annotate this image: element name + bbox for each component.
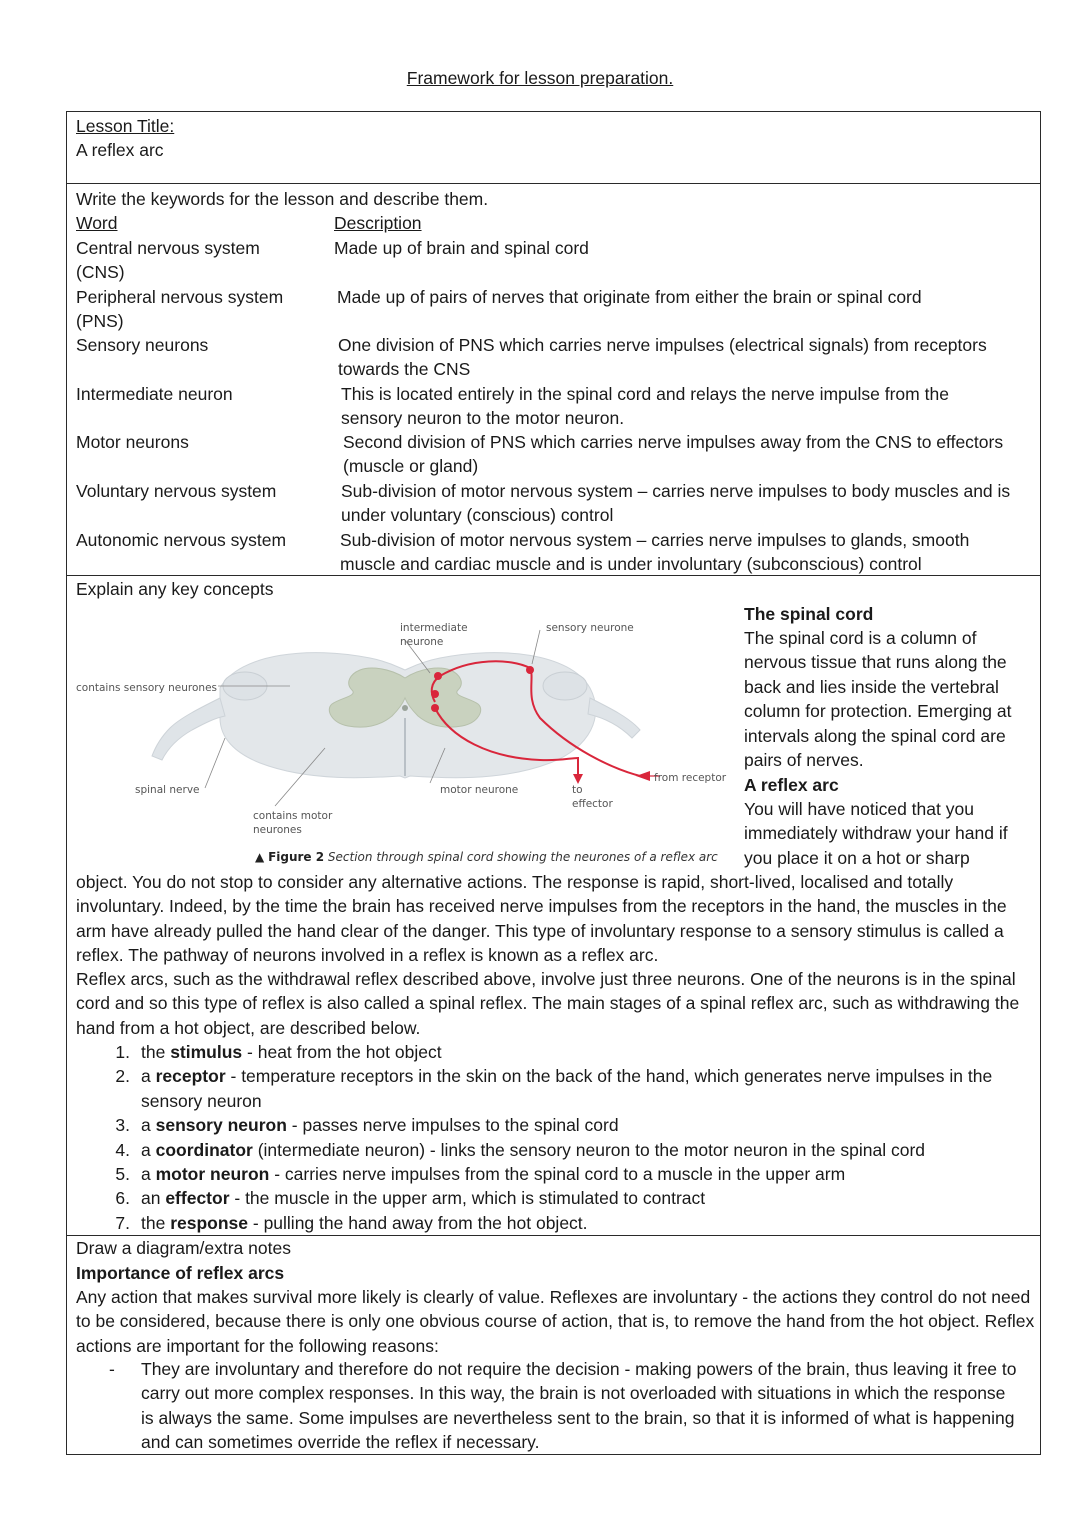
extra-notes-heading: Draw a diagram/extra notes — [76, 1238, 291, 1258]
figure-caption-text: Section through spinal cord showing the neurones of a reflex arc — [327, 850, 718, 864]
label-to-effector: to effector — [572, 784, 613, 810]
list-item: 1. the stimulus - heat from the hot object — [115, 1042, 442, 1062]
reflex-arc-side-text: You will have noticed that you immediately withdraw your hand if you place it on a hot or sharp — [744, 799, 1008, 868]
keyword-description: Made up of brain and spinal cord — [334, 238, 589, 258]
list-item: 5. a motor neuron - carries nerve impulses from the spinal cord to a muscle in the upper arm — [115, 1164, 846, 1185]
reflex-stages-list — [76, 1040, 1036, 1235]
sensory-cell-body — [526, 666, 534, 674]
label-contains-sensory-neurones: contains sensory neurones — [76, 682, 217, 694]
intermediate-synapse — [431, 690, 439, 698]
keyword-word: Motor neurons — [76, 432, 189, 452]
label-sensory-neurone: sensory neurone — [546, 622, 634, 634]
keyword-word: Peripheral nervous system (PNS) — [76, 287, 284, 332]
reflex-paragraph: object. You do not stop to consider any alternative actions. The response is rapid, short-lived, localised and totally involuntary. Indeed, by the time the brain has received nerve impulses from the receptors in the hand, the muscles in the arm have already pulled the hand clear of the danger. This type of involuntary response to a sensory stimulus is called a reflex. The pathway of neurons involved in a reflex is known as a reflex arc. — [76, 872, 1007, 966]
keyword-description: Sub-division of motor nervous system – carries nerve impulses to glands, smooth muscle and cardiac muscle and is under involuntary (subconscious) control — [340, 530, 970, 575]
from-receptor-arrow — [636, 771, 650, 781]
list-item: 7. the response - pulling the hand away from the hot object. — [115, 1212, 588, 1233]
intermediate-cell-body — [434, 672, 442, 680]
importance-text: Any action that makes survival more likely is clearly of value. Reflexes are involuntary - the actions they control do not need to be considered, because there is only one obvious course of action, that is, to remove the hand from the hot object. Reflex actions are important for the following reasons: — [76, 1287, 1035, 1356]
keyword-description: One division of PNS which carries nerve impulses (electrical signals) from receptors towards the CNS — [338, 335, 987, 380]
reflex-paragraph: Reflex arcs, such as the withdrawal reflex described above, involve just three neurons. One of the neurons is in the spinal cord and so this type of reflex is also called a spinal reflex. The main stages of a spinal reflex arc, such as withdrawing the hand from a hot object, are described below. — [76, 969, 1020, 1038]
page-title: Framework for lesson preparation. — [406, 68, 674, 88]
label-from-receptor: from receptor — [654, 772, 727, 784]
importance-heading: Importance of reflex arcs — [76, 1263, 285, 1283]
keyword-description: This is located entirely in the spinal cord and relays the nerve impulse from the sensory neuron to the motor neuron. — [341, 384, 949, 429]
keyword-description: Second division of PNS which carries nerve impulses away from the CNS to effectors (muscle or gland) — [343, 432, 1004, 477]
figure-number: Figure 2 — [268, 850, 325, 864]
reflex-arc-heading: A reflex arc — [744, 775, 839, 795]
keywords-instruction: Write the keywords for the lesson and describe them. — [76, 189, 489, 209]
list-item: 4. a coordinator (intermediate neuron) - links the sensory neuron to the motor neuron in the spinal cord — [115, 1139, 926, 1160]
lesson-title-label: Lesson Title: — [76, 116, 175, 136]
spinal-cord-heading: The spinal cord — [744, 604, 874, 624]
keyword-word: Sensory neurons — [76, 335, 209, 355]
word-column-header: Word — [76, 213, 118, 233]
bullet-dash: - — [109, 1359, 115, 1379]
central-canal — [402, 705, 408, 711]
label-motor-neurone: motor neurone — [440, 784, 519, 796]
keyword-description: Sub-division of motor nervous system – carries nerve impulses to body muscles and is under voluntary (conscious) control — [341, 481, 1011, 526]
label-spinal-nerve: spinal nerve — [135, 784, 200, 796]
caption-triangle-icon: ▲ — [255, 850, 265, 864]
keyword-word: Intermediate neuron — [76, 384, 233, 404]
spinal-cord-text: The spinal cord is a column of nervous tissue that runs along the back and lies inside the vertebral column for protection. Emerging at intervals along the spinal cord are pairs of nerves. — [744, 628, 1012, 771]
keyword-word: Voluntary nervous system — [76, 481, 277, 501]
description-column-header: Description — [334, 213, 422, 233]
concepts-heading: Explain any key concepts — [76, 579, 274, 599]
list-item: 3. a sensory neuron - passes nerve impulses to the spinal cord — [115, 1115, 619, 1136]
lesson-title-value: A reflex arc — [76, 140, 164, 160]
label-intermediate-neurone: intermediate neurone — [400, 622, 468, 648]
row-divider — [66, 183, 1041, 184]
spinal-nerve-left — [152, 698, 225, 760]
list-item: 2. a receptor - temperature receptors in the skin on the back of the hand, which generates nerve impulses in the sensory neuron — [115, 1066, 993, 1111]
figure-caption — [255, 845, 718, 869]
reason-text: They are involuntary and therefore do not require the decision - making powers of the brain, thus leaving it free to carry out more complex responses. In this way, the brain is not overloaded with situations in which the response is always the same. Some impulses are nevertheless sent to the brain, so that it is informed of what is happening and can sometimes override the reflex if necessary. — [141, 1359, 1017, 1453]
spinal-nerve-right — [588, 698, 640, 738]
dorsal-root-ganglion-right — [543, 672, 587, 700]
keyword-word: Autonomic nervous system — [76, 530, 287, 550]
label-contains-motor-neurones: contains motor neurones — [253, 810, 333, 836]
keyword-description: Made up of pairs of nerves that originate from either the brain or spinal cord — [337, 287, 922, 307]
list-item: 6. an effector - the muscle in the upper arm, which is stimulated to contract — [115, 1188, 706, 1209]
keyword-word: Central nervous system (CNS) — [76, 238, 260, 283]
